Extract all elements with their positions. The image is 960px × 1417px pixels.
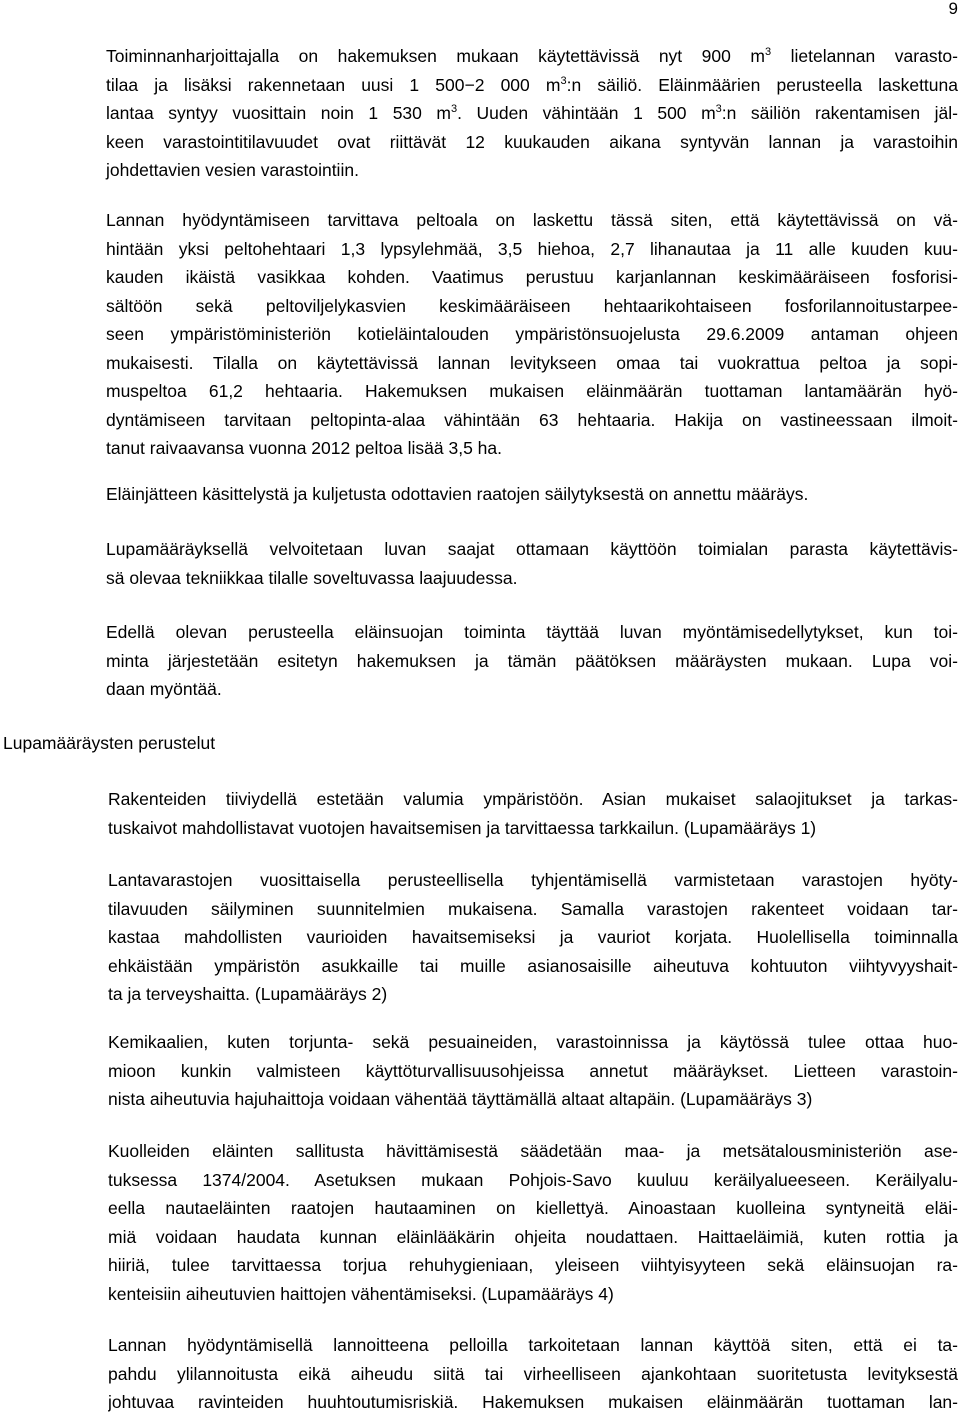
text-line: keen varastointitilavuudet ovat riittävät 12 kuukauden aikana syntyvän lannan ja varastoihin bbox=[106, 131, 958, 152]
text-line: Edellä olevan perusteella eläinsuojan toiminta täyttää luvan myöntämisedellytykset, kun toi- bbox=[106, 622, 958, 642]
text-line: minta järjestetään esitetyn hakemuksen ja tämän päätöksen määräysten mukaan. Lupa voi- bbox=[106, 650, 958, 671]
text-line: hiiriä, tulee tarvittaessa torjua rehuhygieniaan, yleiseen viihtyisyyteen sekä eläinsuojan ra- bbox=[108, 1255, 958, 1275]
text-line: Lannan hyödyntämiseen tarvittava peltoala on laskettu tässä siten, että käytettävissä on vä- bbox=[106, 210, 958, 230]
text-line: ta ja terveyshaitta. (Lupamääräys 2) bbox=[108, 984, 388, 1004]
paragraph-best-technique bbox=[106, 535, 958, 592]
text-line: kastaa mahdollisten vaurioiden havaitsemiseksi ja vauriot korjata. Huolellisella toiminnalla bbox=[108, 927, 958, 947]
paragraph-regulation-4 bbox=[108, 1137, 958, 1308]
paragraph-manure-storage bbox=[106, 42, 958, 185]
text-line: Eläinjätteen käsittelystä ja kuljetusta odottavien raatojen säilytyksestä on annettu määräys. bbox=[106, 484, 809, 504]
paragraph-permit-granted bbox=[106, 618, 958, 704]
text-line: tilaa ja lisäksi rakennetaan uusi 1 500−2 000 $m^3:n$ säiliö. Eläinmäärien perusteella laskettuna bbox=[106, 74, 958, 95]
text-line: pahdu ylilannoitusta eikä aiheudu siitä tai virheelliseen ajankohtaan suoritetusta levityksestä bbox=[108, 1363, 958, 1384]
text-line: tilavuuden säilyminen suunnitelmien mukaisena. Samalla varastojen rakenteet voidaan tar- bbox=[108, 898, 958, 919]
text-line: nista aiheutuvia hajuhaittoja voidaan vähentää täyttämällä altaat altapäin. (Lupamääräys 3) bbox=[108, 1089, 813, 1109]
text-line: lantaa syntyy vuosittain noin 1 530 $m^3$. Uuden vähintään 1 500 $m^3:n$ säiliön rakentamisen jäl- bbox=[106, 103, 958, 123]
paragraph-animal-waste bbox=[106, 480, 958, 509]
text-line: sältöön sekä peltoviljelykasvien keskimääräiseen hehtaarikohtaiseen fosforilannoitustarpee- bbox=[106, 295, 958, 316]
text-line: Kuolleiden eläinten sallitusta hävittämisestä säädetään maa- ja metsätalousministeriön ase- bbox=[108, 1141, 958, 1161]
text-line: ehkäistään ympäristön asukkaille tai muille asianosaisille aiheutuva kohtuuton viihtyvyyshait- bbox=[108, 955, 958, 976]
text-line: seen ympäristöministeriön kotieläintalouden ympäristönsuojelusta 29.6.2009 antaman ohjeen bbox=[106, 324, 958, 344]
text-line: tuksessa 1374/2004. Asetuksen mukaan Pohjois-Savo kuuluu keräilyalueeseen. Keräilyalu- bbox=[108, 1169, 958, 1190]
text-line: miä voidaan haudata kunnan eläinlääkärin ohjeita noudattaen. Haittaeläimiä, kuten rottia ja bbox=[108, 1226, 958, 1247]
section-heading: Lupamääräysten perustelut bbox=[3, 733, 216, 753]
paragraph-regulation-1 bbox=[108, 785, 958, 842]
page-number: 9 bbox=[948, 0, 958, 18]
text-line: johdettavien vesien varastointiin. bbox=[106, 160, 359, 180]
text-line: sä olevaa tekniikkaa tilalle soveltuvassa laajuudessa. bbox=[106, 567, 518, 588]
text-line: Kemikaalien, kuten torjunta- sekä pesuaineiden, varastoinnissa ja käytössä tulee ottaa huo- bbox=[108, 1032, 958, 1052]
text-line: Lupamääräyksellä velvoitetaan luvan saajat ottamaan käyttöön toimialan parasta käytettävis- bbox=[106, 539, 958, 559]
text-line: Toiminnanharjoittajalla on hakemuksen mukaan käytettävissä nyt 900 $m^3$ lietelannan varasto- bbox=[106, 46, 958, 66]
text-line: johtuvaa ravinteiden huuhtoutumisriskiä. Hakemuksen mukaisen eläinmäärän tuottaman lan- bbox=[108, 1392, 958, 1412]
text-line: dyntämiseen tarvitaan peltopinta-alaa vähintään 63 hehtaaria. Hakija on vastineessaan ilmoit- bbox=[106, 409, 958, 430]
text-line: daan myöntää. bbox=[106, 679, 222, 699]
paragraph-regulation-2 bbox=[108, 866, 958, 1009]
text-line: hintään yksi peltohehtaari 1,3 lypsylehmää, 3,5 hiehoa, 2,7 lihanautaa ja 11 alle kuuden kuu- bbox=[106, 238, 958, 259]
text-line: mukaisesti. Tilalla on käytettävissä lannan levitykseen omaa tai vuokrattua peltoa ja sopi- bbox=[106, 352, 958, 373]
paragraph-manure-use bbox=[108, 1331, 958, 1417]
paragraph-field-area bbox=[106, 206, 958, 463]
text-line: tanut raivaavansa vuonna 2012 peltoa lisää 3,5 ha. bbox=[106, 438, 502, 458]
text-line: mioon kunkin valmisteen käyttöturvallisuusohjeissa annetut määräykset. Lietteen varastoin- bbox=[108, 1060, 958, 1081]
paragraph-regulation-3 bbox=[108, 1028, 958, 1114]
text-line: Lannan hyödyntämisellä lannoitteena pelloilla tarkoitetaan lannan käyttöä siten, että ei ta- bbox=[108, 1335, 958, 1355]
text-line: Lantavarastojen vuosittaisella perusteellisella tyhjentämisellä varmistetaan varastojen hyöty- bbox=[108, 870, 958, 890]
text-line: eella nautaeläinten raatojen hautaaminen on kiellettyä. Ainoastaan kuolleina syntyneitä eläi- bbox=[108, 1198, 958, 1218]
text-line: kenteisiin aiheutuvien haittojen vähentämiseksi. (Lupamääräys 4) bbox=[108, 1283, 614, 1304]
text-line: Rakenteiden tiiviydellä estetään valumia ympäristöön. Asian mukaiset salaojitukset ja tarkas- bbox=[108, 789, 958, 809]
text-line: tuskaivot mahdollistavat vuotojen havaitsemisen ja tarvittaessa tarkkailun. (Lupamääräys 1) bbox=[108, 817, 817, 838]
text-line: kauden ikäistä vasikkaa kohden. Vaatimus perustuu karjanlannan keskimääräiseen fosforisi- bbox=[106, 267, 958, 287]
text-line: muspeltoa 61,2 hehtaaria. Hakemuksen mukaisen eläinmäärän tuottaman lantamäärän hyö- bbox=[106, 381, 958, 401]
